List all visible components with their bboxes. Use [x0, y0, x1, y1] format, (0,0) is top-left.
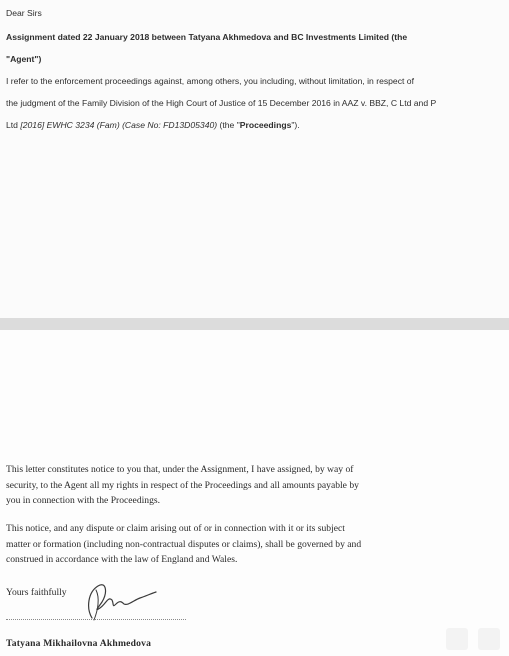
reference-line-2: the judgment of the Family Division of the High Court of Justice of 15 December 2016 in AAZ v. BBZ, C Ltd and P	[6, 98, 437, 108]
viewer-control-button[interactable]	[446, 628, 468, 650]
reference-line-3-lead: Ltd	[6, 120, 21, 130]
page-divider	[0, 318, 509, 330]
signature-line	[6, 619, 186, 620]
viewer-control-button[interactable]	[478, 628, 500, 650]
defined-term-proceedings: Proceedings	[239, 120, 292, 130]
salutation: Dear Sirs	[6, 8, 42, 18]
case-citation: [2016] EWHC 3234 (Fam) (Case No: FD13D05340)	[20, 120, 218, 130]
governing-line-3: construed in accordance with the law of England and Wales.	[6, 554, 238, 565]
reference-line-3-end: ").	[291, 120, 300, 130]
subject-line-1: Assignment dated 22 January 2018 between Tatyana Akhmedova and BC Investments Limited (the	[6, 32, 408, 42]
handwritten-signature	[78, 578, 158, 622]
notice-line-2: security, to the Agent all my rights in respect of the Proceedings and all amounts payable by	[6, 479, 359, 491]
subject-heading	[6, 26, 407, 70]
closing: Yours faithfully	[6, 587, 67, 598]
reference-line-1: I refer to the enforcement proceedings against, among others, you including, without limitation, in respect of	[6, 76, 414, 86]
letter-top-section	[0, 0, 509, 318]
governing-line-2: matter or formation (including non-contractual disputes or claims), shall be governed by and	[6, 538, 362, 550]
reference-line-3-mid: (the "	[217, 120, 240, 130]
notice-line-3: you in connection with the Proceedings.	[6, 495, 161, 506]
subject-line-2: "Agent")	[6, 54, 42, 64]
reference-line-3	[6, 114, 436, 136]
signatory-name: Tatyana Mikhailovna Akhmedova	[6, 638, 152, 649]
governing-law-paragraph	[6, 521, 361, 568]
notice-paragraph	[6, 462, 359, 509]
governing-line-1: This notice, and any dispute or claim arising out of or in connection with it or its subject	[6, 523, 345, 534]
notice-line-1: This letter constitutes notice to you that, under the Assignment, I have assigned, by way of	[6, 464, 354, 475]
reference-paragraph	[6, 70, 436, 136]
